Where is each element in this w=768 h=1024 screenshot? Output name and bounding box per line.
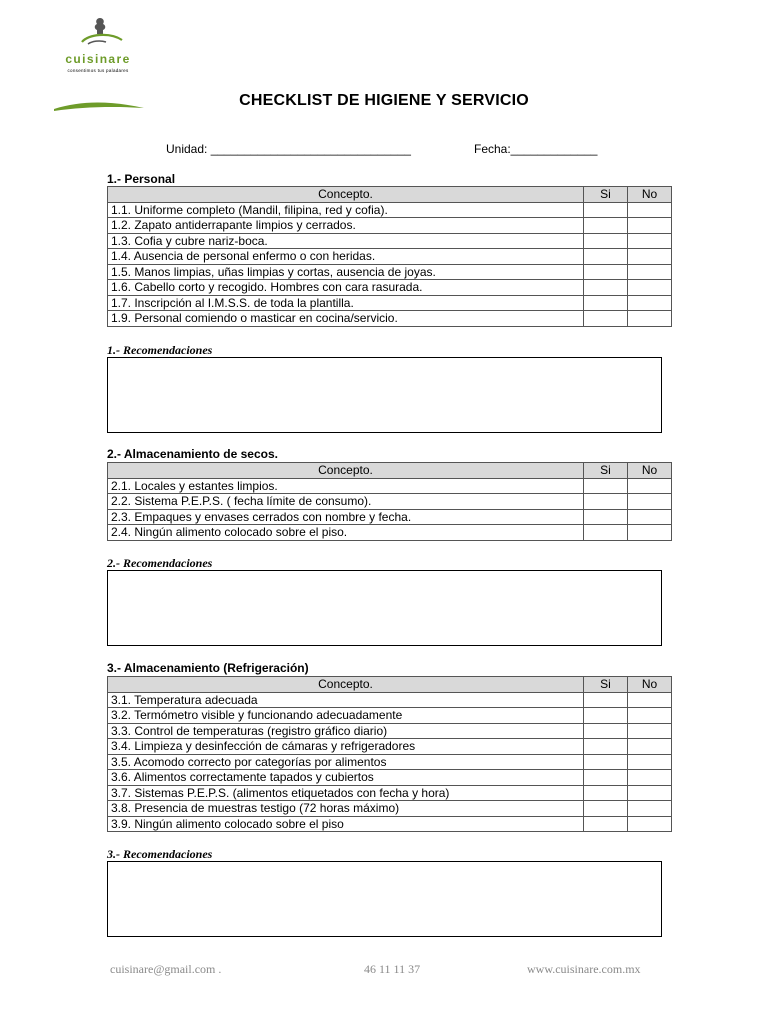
no-cell[interactable]: [628, 754, 672, 770]
table-row: 1.7. Inscripción al I.M.S.S. de toda la plantilla.: [108, 295, 672, 311]
table-row: 2.3. Empaques y envases cerrados con nombre y fecha.: [108, 509, 672, 525]
no-cell[interactable]: [628, 249, 672, 265]
table-row: 1.6. Cabello corto y recogido. Hombres con cara rasurada.: [108, 280, 672, 296]
col-si: Si: [584, 463, 628, 479]
si-cell[interactable]: [584, 311, 628, 327]
logo-tagline: consentimos tus paladares: [67, 68, 129, 73]
no-cell[interactable]: [628, 509, 672, 525]
no-cell[interactable]: [628, 311, 672, 327]
table-row: 1.3. Cofia y cubre nariz-boca.: [108, 233, 672, 249]
si-cell[interactable]: [584, 692, 628, 708]
section-3-table: [107, 676, 672, 832]
table-row: 3.1. Temperatura adecuada: [108, 692, 672, 708]
col-no: No: [628, 677, 672, 693]
footer-phone: 46 11 11 37: [364, 962, 421, 976]
footer-email: cuisinare@gmail.com .: [110, 962, 222, 976]
no-cell[interactable]: [628, 478, 672, 494]
unidad-field[interactable]: Unidad: ______________________________: [166, 142, 411, 156]
si-cell[interactable]: [584, 218, 628, 234]
no-cell[interactable]: [628, 692, 672, 708]
no-cell[interactable]: [628, 494, 672, 510]
page-title: CHECKLIST DE HIGIENE Y SERVICIO: [239, 92, 529, 109]
table-row: 3.6. Alimentos correctamente tapados y cubiertos: [108, 770, 672, 786]
si-cell[interactable]: [584, 723, 628, 739]
no-cell[interactable]: [628, 218, 672, 234]
section-3-recommendations-box[interactable]: [107, 861, 662, 937]
table-row: 3.2. Termómetro visible y funcionando adecuadamente: [108, 708, 672, 724]
col-no: No: [628, 463, 672, 479]
si-cell[interactable]: [584, 801, 628, 817]
table-row: 3.7. Sistemas P.E.P.S. (alimentos etiquetados con fecha y hora): [108, 785, 672, 801]
section-2-recommendations-box[interactable]: [107, 570, 662, 646]
table-header-row: [108, 677, 672, 693]
logo-name: cuisinare: [65, 52, 131, 66]
table-row: 1.4. Ausencia de personal enfermo o con heridas.: [108, 249, 672, 265]
si-cell[interactable]: [584, 739, 628, 755]
no-cell[interactable]: [628, 785, 672, 801]
table-row: 1.9. Personal comiendo o masticar en cocina/servicio.: [108, 311, 672, 327]
section-1-heading: 1.- Personal: [107, 172, 176, 186]
section-2-heading: 2.- Almacenamiento de secos.: [107, 447, 278, 461]
no-cell[interactable]: [628, 801, 672, 817]
no-cell[interactable]: [628, 708, 672, 724]
si-cell[interactable]: [584, 494, 628, 510]
si-cell[interactable]: [584, 280, 628, 296]
table-row: 2.1. Locales y estantes limpios.: [108, 478, 672, 494]
si-cell[interactable]: [584, 770, 628, 786]
si-cell[interactable]: [584, 264, 628, 280]
section-3-heading: 3.- Almacenamiento (Refrigeración): [107, 661, 309, 675]
si-cell[interactable]: [584, 202, 628, 218]
no-cell[interactable]: [628, 233, 672, 249]
si-cell[interactable]: [584, 525, 628, 541]
section-3-recommendations-label: 3.- Recomendaciones: [107, 847, 213, 861]
si-cell[interactable]: [584, 233, 628, 249]
section-2-table: [107, 462, 672, 541]
col-concepto: Concepto.: [108, 187, 584, 203]
table-row: 1.5. Manos limpias, uñas limpias y cortas, ausencia de joyas.: [108, 264, 672, 280]
table-header-row: [108, 463, 672, 479]
si-cell[interactable]: [584, 478, 628, 494]
section-2-recommendations-label: 2.- Recomendaciones: [107, 556, 213, 570]
table-row: 3.9. Ningún alimento colocado sobre el piso: [108, 816, 672, 832]
si-cell[interactable]: [584, 249, 628, 265]
table-header-row: [108, 187, 672, 203]
table-row: 3.4. Limpieza y desinfección de cámaras y refrigeradores: [108, 739, 672, 755]
si-cell[interactable]: [584, 708, 628, 724]
col-concepto: Concepto.: [108, 677, 584, 693]
no-cell[interactable]: [628, 739, 672, 755]
table-row: 3.3. Control de temperaturas (registro gráfico diario): [108, 723, 672, 739]
section-1-recommendations-label: 1.- Recomendaciones: [107, 343, 213, 357]
si-cell[interactable]: [584, 754, 628, 770]
table-row: 3.8. Presencia de muestras testigo (72 horas máximo): [108, 801, 672, 817]
no-cell[interactable]: [628, 770, 672, 786]
no-cell[interactable]: [628, 295, 672, 311]
no-cell[interactable]: [628, 280, 672, 296]
no-cell[interactable]: [628, 816, 672, 832]
chef-hat-icon: [95, 18, 106, 34]
col-si: Si: [584, 677, 628, 693]
no-cell[interactable]: [628, 202, 672, 218]
col-no: No: [628, 187, 672, 203]
col-si: Si: [584, 187, 628, 203]
section-1-table: [107, 186, 672, 327]
no-cell[interactable]: [628, 264, 672, 280]
section-1-recommendations-box[interactable]: [107, 357, 662, 433]
si-cell[interactable]: [584, 785, 628, 801]
table-row: 1.2. Zapato antiderrapante limpios y cerrados.: [108, 218, 672, 234]
si-cell[interactable]: [584, 295, 628, 311]
table-row: 1.1. Uniforme completo (Mandil, filipina, red y cofia).: [108, 202, 672, 218]
table-row: 2.2. Sistema P.E.P.S. ( fecha límite de consumo).: [108, 494, 672, 510]
si-cell[interactable]: [584, 816, 628, 832]
no-cell[interactable]: [628, 723, 672, 739]
fecha-field[interactable]: Fecha:_____________: [474, 142, 598, 156]
table-row: 3.5. Acomodo correcto por categorías por alimentos: [108, 754, 672, 770]
table-row: 2.4. Ningún alimento colocado sobre el piso.: [108, 525, 672, 541]
si-cell[interactable]: [584, 509, 628, 525]
col-concepto: Concepto.: [108, 463, 584, 479]
no-cell[interactable]: [628, 525, 672, 541]
footer-website: www.cuisinare.com.mx: [527, 962, 641, 976]
